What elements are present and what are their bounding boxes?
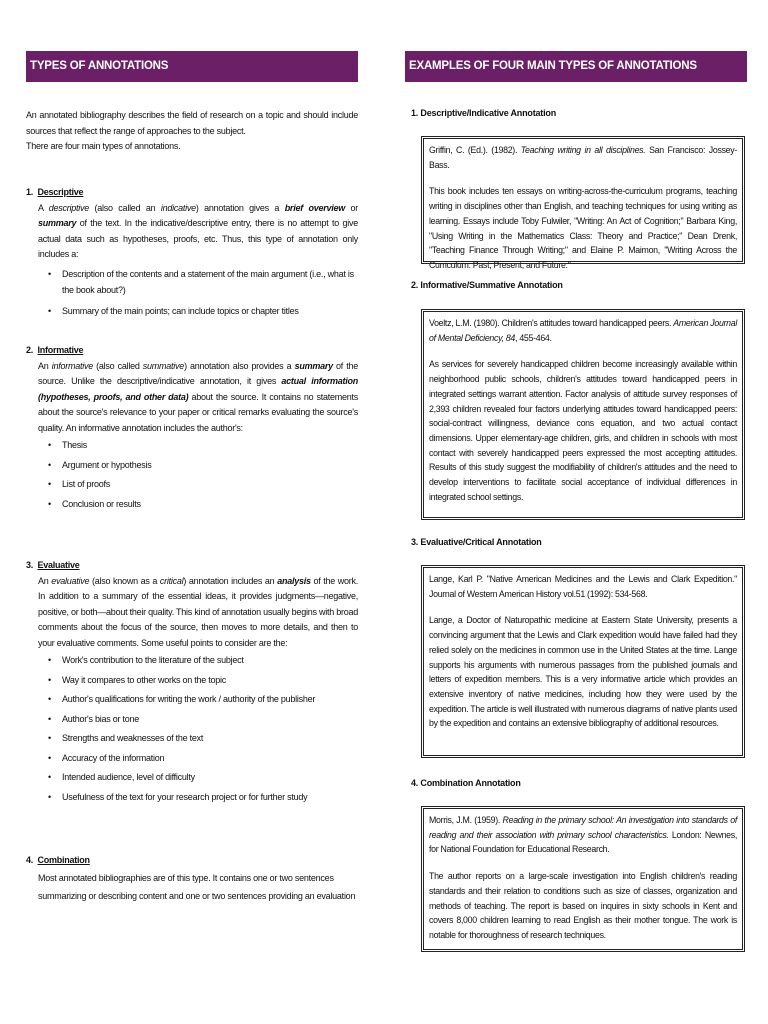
- example-1-heading: 1. Descriptive/Indicative Annotation: [411, 108, 557, 118]
- list-item: • Author's qualifications for writing the work / authority of the publisher: [26, 690, 358, 710]
- descriptive-bullet-list: [26, 266, 358, 322]
- example-4-heading: 4. Combination Annotation: [411, 778, 521, 788]
- intro-text-2: There are four main types of annotations.: [26, 141, 181, 151]
- list-item: • Way it compares to other works on the topic: [26, 671, 358, 691]
- informative-bullet-list: [26, 436, 358, 514]
- combination-paragraph: Most annotated bibliographies are of this type. It contains one or two sentences summarizing or describing content and one or two sentences providing an evaluation: [38, 872, 356, 901]
- descriptive-paragraph: A descriptive (also called an indicative) annotation gives a brief overview or summary of the text. In the indicative/descriptive entry, there is no attempt to give actual data such as hypotheses, proofs, etc. Thus, this type of annotation only includes a:: [38, 202, 358, 259]
- informative-paragraph: An informative (also called summative) annotation also provides a summary of the source. Unlike the descriptive/indicative annotation, it gives actual information (hypotheses, proofs, and other data) about the source. It contains no statements about the source's relevance to your paper or critical remarks evaluating the source's quality. An informative annotation includes the author's:: [38, 360, 359, 433]
- example-3-heading: 3. Evaluative/Critical Annotation: [411, 537, 542, 547]
- list-item: • Author's bias or tone: [26, 710, 358, 730]
- list-item: • Conclusion or results: [26, 495, 358, 515]
- example-3-body: Lange, a Doctor of Naturopathic medicine at Eastern State University, presents a convincing argument that the Lewis and Clark expedition would have failed had they relied solely on the medicines in common use in the United States at the time. Lange supports his arguments with numerous passages from the published journals and letters of expedition members. This is a very informative article which provides an extensive inventory of native medicines, including how they were used by the expedition. The article is well illustrated with numerous diagrams of native plants used by the expedition and contains an extensive bibliography of additional resources.: [429, 615, 737, 729]
- example-1-citation: Griffin, C. (Ed.). (1982). Teaching writing in all disciplines. San Francisco: Jossey-Bass.: [429, 145, 738, 170]
- list-item: • Summary of the main points; can include topics or chapter titles: [26, 302, 358, 322]
- descriptive-title: Descriptive: [37, 187, 84, 197]
- example-1-body: This book includes ten essays on writing-across-the-curriculum programs, teaching writing in disciplines other than English, and teaching techniques for using writing as learning. Essays include Toby Fulwiler, "Writing: An Act of Cognition;" Barbara King, "Using Writing in the Mathematics Class: Theory and Practice;" Dean Drenk, "Teaching Finance Through Writing;" and Elaine P. Maimon, "Writing Across the Curriculum: Past, Present, and Future.": [429, 186, 737, 270]
- list-item: • Intended audience, level of difficulty: [26, 768, 358, 788]
- section-descriptive: [26, 185, 358, 321]
- evaluative-heading: 3. Evaluative: [26, 560, 80, 570]
- examples-header: EXAMPLES OF FOUR MAIN TYPES OF ANNOTATIONS: [405, 51, 747, 82]
- example-4-body: The author reports on a large-scale investigation into English children's reading standards and their relation to conditions such as size of classes, organization and methods of teaching. The report is based on inquires in sixty schools in Kent and covers 8,000 children learning to read English as their mother tongue. The work is notable for thoroughness of research techniques.: [429, 871, 737, 940]
- evaluative-title: Evaluative: [37, 560, 80, 570]
- example-2-citation: Voeltz, L.M. (1980). Children's attitudes toward handicapped peers. American Journal of Mental Deficiency, 84, 455-464.: [429, 318, 737, 343]
- list-item: • Description of the contents and a statement of the main argument (i.e., what is the book about?): [26, 266, 358, 299]
- example-3-box: [423, 567, 743, 756]
- list-item: • List of proofs: [26, 475, 358, 495]
- list-item: • Thesis: [26, 436, 358, 456]
- informative-heading: 2. Informative: [26, 345, 84, 355]
- intro-text-1: An annotated bibliography describes the field of research on a topic and should include sources that reflect the range of approaches to the subject.: [26, 110, 358, 136]
- section-evaluative: [26, 558, 358, 807]
- descriptive-heading: 1. Descriptive: [26, 187, 84, 197]
- evaluative-bullet-list: [26, 651, 358, 807]
- intro-paragraph: [26, 108, 358, 155]
- example-3-citation: Lange, Karl P. "Native American Medicines and the Lewis and Clark Expedition." Journal of Western American History vol.51 (1992): 534-568.: [429, 574, 737, 599]
- list-item: • Usefulness of the text for your research project or for further study: [26, 788, 358, 808]
- combination-title: Combination: [37, 855, 90, 865]
- example-2-body: As services for severely handicapped children become increasingly available within neighborhood public schools, children's attitudes toward handicapped peers in integrated settings warrant attention. Factor analysis of attitude survey responses of 2,393 children revealed four factors underlying attitudes toward handicapped peers: social-contract willingness, deviance cons equation, and two actual contact dimensions. Upper elementary-age children, girls, and children in schools with most contact with severely handicapped peers expressed the most accepting attitudes. Results of this study suggest the modifiability of children's attitudes and the need to develop interventions to facilitate social acceptance of individual differences in integrated school settings.: [429, 359, 737, 502]
- types-of-annotations-header: TYPES OF ANNOTATIONS: [26, 51, 358, 82]
- list-item: • Accuracy of the information: [26, 749, 358, 769]
- example-2-box: [423, 311, 743, 518]
- example-1-box: [423, 138, 743, 270]
- list-item: • Strengths and weaknesses of the text: [26, 729, 358, 749]
- list-item: • Argument or hypothesis: [26, 456, 358, 476]
- evaluative-paragraph: An evaluative (also known as a critical) annotation includes an analysis of the work. In addition to a summary of the essential ideas, it provides judgments—negative, positive, or both—about their quality. This kind of annotation usually begins with broad comments about the focus of the source, then moves to more details, and then to your evaluative comments. Some useful points to consider are the:: [38, 575, 358, 648]
- section-combination: [26, 853, 358, 905]
- list-item: • Work's contribution to the literature of the subject: [26, 651, 358, 671]
- example-4-citation: Morris, J.M. (1959). Reading in the primary school: An investigation into standards of reading and their association with primary school characteristics. London: Newnes, for National Foundation for Educational Research.: [429, 815, 737, 855]
- section-informative: [26, 343, 358, 514]
- example-4-box: [423, 808, 743, 950]
- combination-heading: 4. Combination: [26, 855, 90, 865]
- example-2-heading: 2. Informative/Summative Annotation: [411, 280, 563, 290]
- informative-title: Informative: [37, 345, 84, 355]
